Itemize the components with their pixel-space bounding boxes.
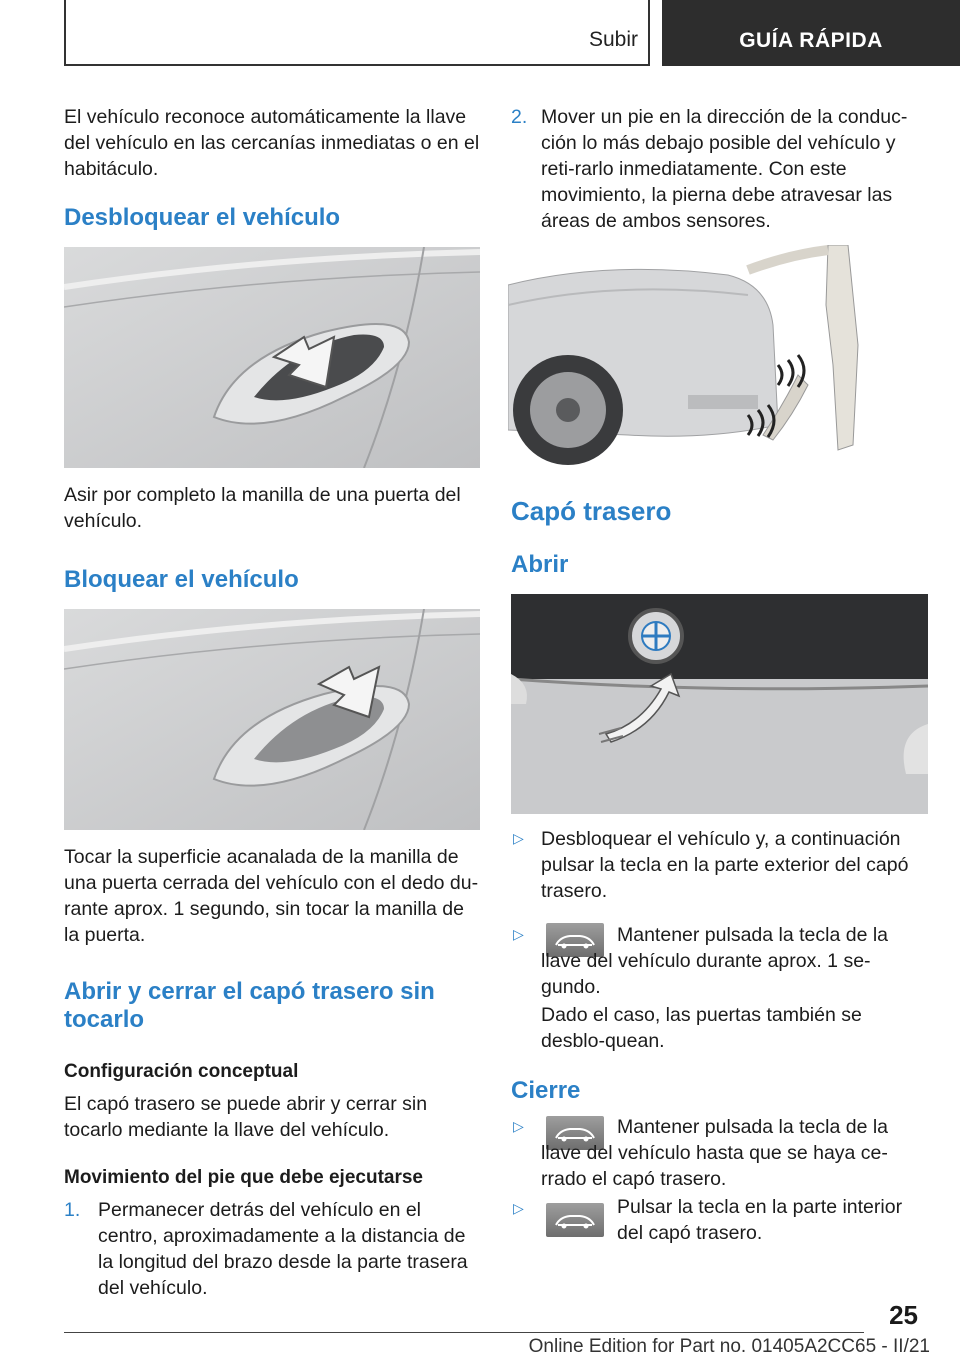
step-text: Mover un pie en la dirección de la conduc-ción lo más debajo posible del vehículo y reti-rarlo inmediatamente. Con este movimiento, la pierna debe atravesar las áreas de ambos sensores. [541, 106, 908, 232]
open-item-1: Desbloquear el vehículo y, a continuación pulsar la tecla en la parte exterior del capó trasero. [541, 828, 909, 902]
close-item-2: Pulsar la tecla en la parte interior del capó trasero. [617, 1196, 903, 1244]
edition-footer: Online Edition for Part no. 01405A2CC65 - II/21 [528, 1336, 930, 1357]
intro-paragraph: El vehículo reconoce automáticamente la llave del vehículo en las cercanías inmediatas o en el habitáculo. [64, 106, 480, 180]
concept-text: El capó trasero se puede abrir y cerrar sin tocarlo mediante la llave del vehículo. [64, 1093, 428, 1141]
unlock-heading: Desbloquear el vehículo [64, 204, 341, 231]
list-bullet-icon: ▷ [513, 830, 524, 846]
header-rule-bottom [64, 64, 650, 66]
unlock-text: Asir por completo la manilla de una puerta del vehículo. [64, 484, 461, 532]
close-heading: Cierre [511, 1077, 581, 1104]
page-number: 25 [889, 1300, 918, 1330]
lock-text: Tocar la superficie acanalada de la manilla de una puerta cerrada del vehículo con el dedo du-rante aprox. 1 segundo, sin tocar la manilla de la puerta. [64, 846, 479, 946]
list-bullet-icon: ▷ [513, 1200, 524, 1216]
car-key-trunk-icon [546, 1203, 604, 1237]
door-handle-lock-image [64, 609, 480, 830]
header-rule-left [64, 0, 66, 66]
close-item-1: Mantener pulsada la tecla de la llave del vehículo hasta que se haya ce-rrado el capó trasero. [541, 1116, 889, 1190]
open-heading: Abrir [511, 551, 569, 578]
step-text: Permanecer detrás del vehículo en el centro, aproximadamente a la distancia de la longitud del brazo desde la parte trasera del vehículo. [98, 1199, 468, 1299]
open-item-2: Mantener pulsada la tecla de la llave del vehículo durante aprox. 1 se-gundo. [541, 924, 889, 998]
foot-gesture-image [508, 245, 863, 465]
trunk-heading: Capó trasero [511, 496, 672, 526]
step-number: 1. [64, 1199, 81, 1221]
footer-rule [64, 1332, 864, 1333]
lock-heading: Bloquear el vehículo [64, 566, 299, 593]
step-number: 2. [511, 106, 528, 128]
trunk-button-image [511, 594, 928, 814]
nav-up-link[interactable]: Subir [588, 28, 638, 51]
handsfree-heading: Abrir y cerrar el capó trasero sin tocarlo [64, 978, 435, 1033]
header-rule-divider [648, 0, 650, 66]
section-tab[interactable]: GUÍA RÁPIDA [662, 0, 960, 66]
movement-heading: Movimiento del pie que debe ejecutarse [64, 1167, 423, 1188]
door-handle-unlock-image [64, 247, 480, 468]
list-bullet-icon: ▷ [513, 926, 524, 942]
list-bullet-icon: ▷ [513, 1118, 524, 1134]
concept-heading: Configuración conceptual [64, 1061, 299, 1082]
open-note: Dado el caso, las puertas también se desblo-quean. [541, 1004, 862, 1052]
